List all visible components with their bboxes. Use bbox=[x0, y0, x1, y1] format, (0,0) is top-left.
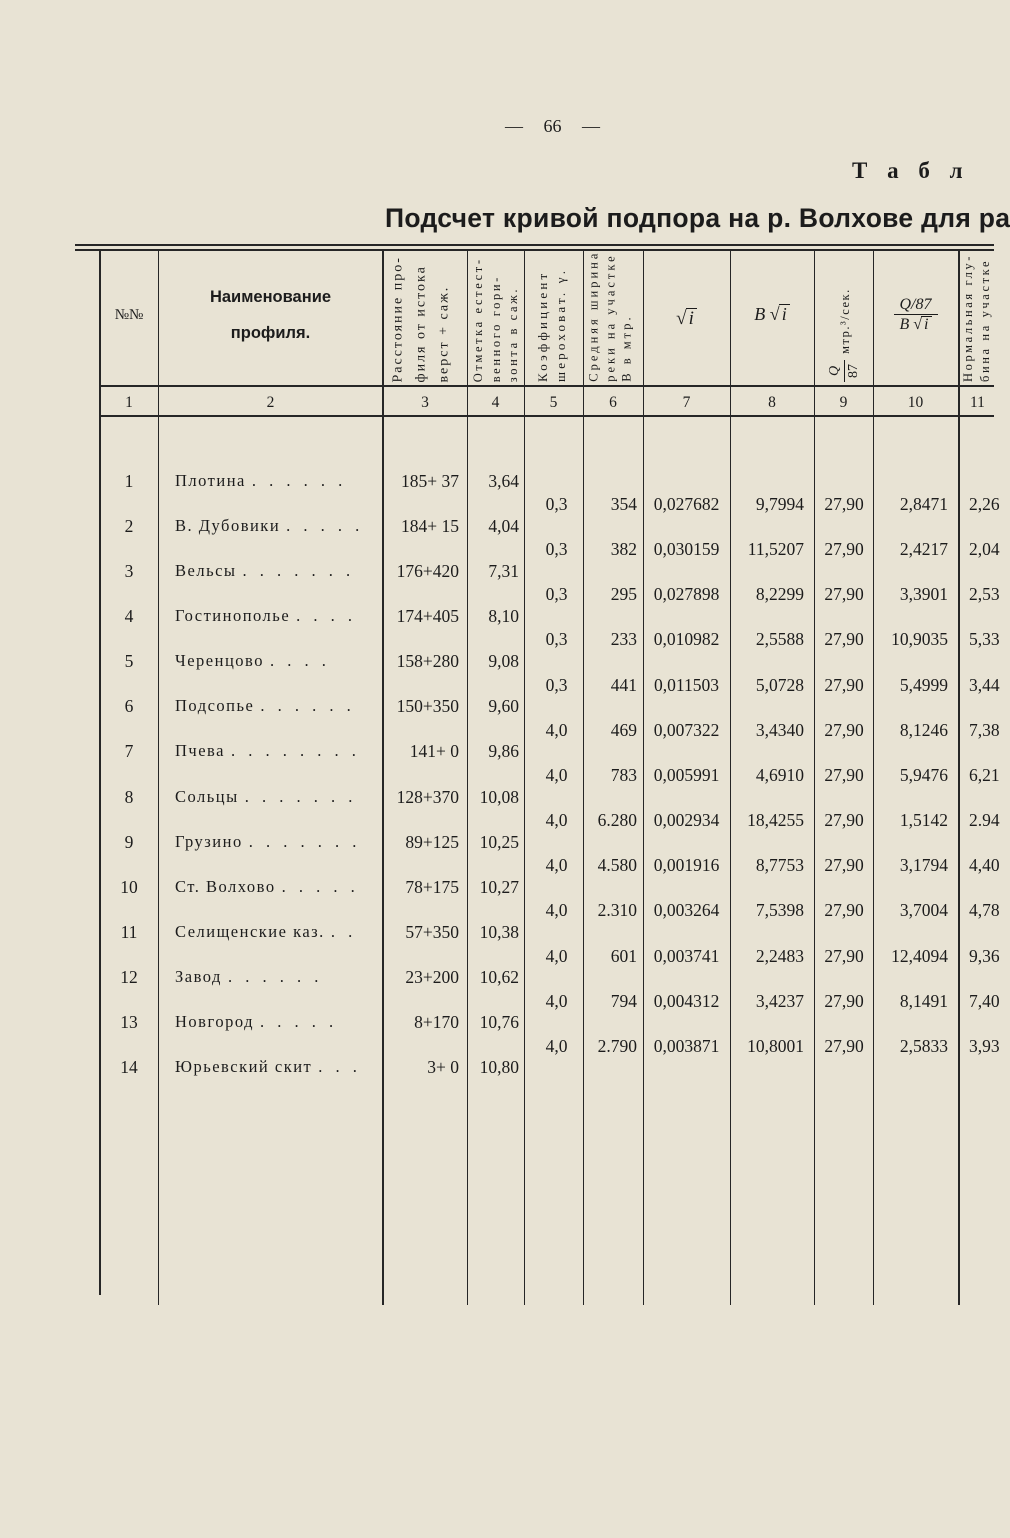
interval-roughness: 0,3 bbox=[545, 584, 568, 605]
station-name-cell bbox=[175, 650, 380, 672]
station-row bbox=[0, 831, 994, 853]
header-name-line1: Наименование bbox=[209, 288, 332, 306]
station-elevation: 10,62 bbox=[479, 966, 519, 987]
interval-row bbox=[0, 538, 1000, 560]
interval-sqrt-i: 0,011503 bbox=[654, 674, 719, 695]
header-distance-line: филя от истока bbox=[413, 264, 429, 382]
header-number: №№ bbox=[114, 307, 144, 323]
dot-leader: . . . . . . bbox=[227, 966, 320, 986]
table-title: Подсчет кривой подпора на р. Волхове для ра bbox=[385, 203, 1010, 233]
station-elevation: 8,10 bbox=[488, 606, 519, 627]
station-name-cell bbox=[175, 921, 380, 943]
interval-ratio: 8,1491 bbox=[899, 990, 948, 1011]
column-number: 11 bbox=[970, 394, 985, 411]
interval-width: 382 bbox=[610, 539, 637, 560]
fraction-denominator bbox=[899, 315, 931, 336]
interval-discharge: 27,90 bbox=[824, 494, 864, 514]
interval-ratio: 2,4217 bbox=[899, 539, 948, 560]
interval-b-sqrt-i: 2,5588 bbox=[755, 629, 804, 650]
interval-width: 2.310 bbox=[597, 900, 637, 921]
interval-discharge: 27,90 bbox=[824, 674, 864, 695]
interval-sqrt-i: 0,002934 bbox=[653, 810, 720, 831]
interval-row bbox=[0, 583, 1000, 605]
interval-sqrt-i: 0,004312 bbox=[653, 990, 720, 1011]
dot-leader: . . bbox=[330, 921, 354, 941]
interval-b-sqrt-i: 3,4340 bbox=[755, 719, 804, 740]
interval-depth: 5,33 bbox=[969, 629, 1000, 650]
station-name-cell bbox=[175, 1056, 380, 1078]
interval-width: 295 bbox=[610, 584, 637, 605]
column-number: 6 bbox=[609, 394, 617, 411]
radical-sign: √ bbox=[676, 308, 687, 329]
station-distance: 23+200 bbox=[405, 966, 459, 987]
interval-depth: 2.94 bbox=[969, 810, 1000, 831]
interval-sqrt-i: 0,005991 bbox=[653, 764, 720, 785]
station-distance: 184+ 15 bbox=[401, 516, 459, 537]
column-number: 3 bbox=[421, 394, 429, 411]
station-elevation: 3,64 bbox=[488, 471, 519, 491]
header-bottom-rule bbox=[100, 385, 994, 387]
column-number: 9 bbox=[839, 394, 848, 411]
header-depth-line: бина на участке bbox=[977, 258, 992, 382]
station-distance: 176+420 bbox=[396, 561, 459, 582]
interval-b-sqrt-i: 11,5207 bbox=[747, 539, 804, 560]
dot-leader: . . . . . . . bbox=[248, 831, 358, 851]
column-number: 1 bbox=[125, 394, 133, 411]
interval-discharge: 27,90 bbox=[824, 719, 864, 740]
station-distance: 57+350 bbox=[405, 921, 459, 942]
station-name-cell bbox=[175, 966, 380, 988]
interval-depth: 2,04 bbox=[969, 539, 1000, 560]
station-number: 1 bbox=[124, 471, 134, 491]
interval-sqrt-i: 0,003264 bbox=[653, 900, 720, 921]
interval-row bbox=[0, 990, 1000, 1012]
station-elevation: 7,31 bbox=[488, 561, 519, 582]
station-distance: 78+175 bbox=[405, 876, 459, 897]
station-name-cell bbox=[175, 831, 380, 853]
column-number: 7 bbox=[682, 394, 691, 411]
interval-depth: 3,44 bbox=[969, 674, 1000, 695]
station-row bbox=[0, 515, 994, 537]
station-name: Гостинополье bbox=[175, 606, 291, 626]
interval-sqrt-i: 0,001916 bbox=[653, 855, 720, 876]
station-row bbox=[0, 1056, 994, 1078]
station-distance: 150+350 bbox=[396, 696, 459, 717]
interval-width: 6.280 bbox=[597, 810, 637, 831]
interval-depth: 3,93 bbox=[969, 1035, 1000, 1056]
interval-b-sqrt-i: 2,2483 bbox=[755, 945, 804, 966]
header-distance-line: верст + саж. bbox=[436, 285, 452, 382]
station-elevation: 10,80 bbox=[479, 1057, 519, 1078]
interval-row bbox=[0, 719, 1000, 741]
station-name: Юрьевский скит bbox=[175, 1057, 313, 1077]
column-number: 2 bbox=[266, 394, 275, 411]
station-number: 10 bbox=[120, 876, 138, 897]
station-name: Подсопье bbox=[175, 696, 255, 716]
station-name: Плотина bbox=[175, 471, 246, 490]
interval-row bbox=[0, 628, 1000, 650]
station-name: Новгород bbox=[175, 1011, 254, 1031]
interval-roughness: 4,0 bbox=[545, 719, 568, 740]
interval-sqrt-i: 0,007322 bbox=[653, 719, 720, 740]
variable-b: B bbox=[754, 304, 766, 324]
radicand: i bbox=[921, 316, 931, 334]
header-b-sqrt-i bbox=[730, 300, 814, 328]
station-number: 7 bbox=[124, 741, 134, 762]
interval-width: 469 bbox=[610, 719, 637, 740]
station-name-cell bbox=[175, 740, 380, 762]
column-number-row bbox=[0, 392, 994, 414]
interval-roughness: 0,3 bbox=[545, 494, 568, 514]
interval-discharge: 27,90 bbox=[824, 855, 864, 876]
header-width bbox=[585, 250, 635, 382]
interval-row bbox=[0, 1035, 1000, 1057]
column-number: 5 bbox=[549, 394, 558, 411]
station-elevation: 10,38 bbox=[479, 921, 519, 942]
interval-b-sqrt-i: 5,0728 bbox=[755, 674, 804, 695]
dot-leader: . . . . bbox=[296, 606, 354, 626]
fraction-numerator: Q/87 bbox=[894, 295, 938, 315]
interval-sqrt-i: 0,003741 bbox=[653, 945, 720, 966]
interval-roughness: 4,0 bbox=[545, 855, 568, 876]
station-row bbox=[0, 966, 994, 988]
station-row bbox=[0, 1011, 994, 1033]
interval-depth: 4,78 bbox=[969, 900, 1000, 921]
interval-depth: 2,26 bbox=[969, 494, 1000, 514]
radicand: i bbox=[686, 308, 697, 329]
interval-ratio: 8,1246 bbox=[899, 719, 948, 740]
station-number: 2 bbox=[124, 516, 134, 537]
page-number: — 66 — bbox=[505, 116, 600, 136]
interval-ratio: 1,5142 bbox=[899, 810, 948, 831]
column-number: 10 bbox=[907, 394, 924, 411]
station-row bbox=[0, 470, 994, 492]
interval-discharge: 27,90 bbox=[824, 764, 864, 785]
fraction-denominator: 87 bbox=[845, 363, 861, 378]
header-roughness-line: шероховат. γ. bbox=[553, 267, 568, 382]
interval-b-sqrt-i: 7,5398 bbox=[755, 900, 804, 921]
interval-roughness: 4,0 bbox=[545, 945, 568, 966]
interval-row bbox=[0, 899, 1000, 921]
station-row bbox=[0, 876, 994, 898]
interval-width: 601 bbox=[610, 945, 637, 966]
interval-roughness: 4,0 bbox=[545, 900, 568, 921]
interval-discharge: 27,90 bbox=[824, 810, 864, 831]
interval-row bbox=[0, 809, 1000, 831]
interval-width: 2.790 bbox=[597, 1035, 637, 1056]
interval-ratio: 3,7004 bbox=[899, 900, 948, 921]
station-row bbox=[0, 740, 994, 762]
dot-leader: . . . . . . . . bbox=[230, 741, 358, 761]
station-name: Пчева bbox=[175, 741, 225, 761]
station-elevation: 10,76 bbox=[479, 1011, 519, 1032]
station-number: 4 bbox=[124, 606, 134, 627]
interval-row bbox=[0, 945, 1000, 967]
header-elevation-line: зонта в саж. bbox=[505, 286, 520, 382]
dot-leader: . . . bbox=[318, 1057, 359, 1077]
station-name-cell bbox=[175, 876, 380, 898]
dot-leader: . . . . . . bbox=[251, 471, 344, 490]
station-row bbox=[0, 695, 994, 717]
interval-roughness: 0,3 bbox=[545, 674, 568, 695]
station-elevation: 4,04 bbox=[488, 516, 519, 537]
station-row bbox=[0, 650, 994, 672]
interval-roughness: 4,0 bbox=[545, 810, 568, 831]
dot-leader: . . . . . . . bbox=[244, 786, 354, 806]
station-number: 12 bbox=[120, 966, 138, 987]
header-ratio bbox=[873, 290, 958, 340]
station-distance: 128+370 bbox=[396, 786, 459, 807]
column-number: 4 bbox=[491, 394, 500, 411]
station-number: 14 bbox=[120, 1057, 138, 1078]
interval-discharge: 27,90 bbox=[824, 1035, 864, 1056]
station-elevation: 10,25 bbox=[479, 831, 519, 852]
station-elevation: 9,86 bbox=[488, 741, 519, 762]
station-row bbox=[0, 560, 994, 582]
interval-row bbox=[0, 493, 1000, 515]
interval-depth: 7,40 bbox=[969, 990, 1000, 1011]
station-number: 13 bbox=[120, 1011, 138, 1032]
interval-width: 354 bbox=[610, 494, 637, 514]
interval-discharge: 27,90 bbox=[824, 990, 864, 1011]
column-number-bottom-rule bbox=[100, 415, 994, 417]
dot-leader: . . . . . bbox=[286, 516, 361, 536]
interval-roughness: 0,3 bbox=[545, 629, 568, 650]
interval-width: 4.580 bbox=[597, 855, 637, 876]
station-row bbox=[0, 605, 994, 627]
interval-ratio: 5,4999 bbox=[899, 674, 948, 695]
header-distance-line: Расстояние про- bbox=[390, 255, 406, 382]
interval-row bbox=[0, 674, 1000, 696]
ratio-fraction bbox=[894, 295, 938, 336]
station-distance: 185+ 37 bbox=[401, 471, 459, 491]
interval-row bbox=[0, 764, 1000, 786]
header-name-line2: профиля. bbox=[230, 324, 311, 342]
station-distance: 158+280 bbox=[396, 651, 459, 672]
station-name: Сольцы bbox=[175, 786, 239, 806]
radical-sign: √ bbox=[913, 315, 923, 333]
interval-row bbox=[0, 854, 1000, 876]
table-label: Т а б л bbox=[852, 158, 970, 183]
interval-b-sqrt-i: 3,4237 bbox=[755, 990, 804, 1011]
station-number: 3 bbox=[124, 561, 134, 582]
interval-sqrt-i: 0,030159 bbox=[653, 539, 720, 560]
interval-roughness: 4,0 bbox=[545, 1035, 568, 1056]
station-row bbox=[0, 786, 994, 808]
interval-width: 794 bbox=[610, 990, 637, 1011]
table-top-rule bbox=[75, 244, 994, 246]
station-name-cell bbox=[175, 470, 380, 492]
header-elevation-line: Отметка естест- bbox=[470, 257, 485, 382]
interval-roughness: 4,0 bbox=[545, 764, 568, 785]
interval-depth: 2,53 bbox=[969, 584, 1000, 605]
discharge-fraction bbox=[827, 360, 863, 382]
interval-roughness: 0,3 bbox=[545, 539, 568, 560]
header-depth bbox=[960, 254, 994, 382]
station-name-cell bbox=[175, 515, 380, 537]
header-sqrt-i bbox=[643, 305, 730, 333]
interval-ratio: 3,3901 bbox=[899, 584, 948, 605]
station-name-cell bbox=[175, 560, 380, 582]
interval-roughness: 4,0 bbox=[545, 990, 568, 1011]
station-elevation: 10,08 bbox=[479, 786, 519, 807]
station-name: Черенцово bbox=[175, 651, 264, 671]
interval-ratio: 3,1794 bbox=[899, 855, 948, 876]
header-elevation bbox=[469, 254, 522, 382]
station-number: 6 bbox=[124, 696, 134, 717]
station-name: Завод bbox=[175, 966, 222, 986]
interval-discharge: 27,90 bbox=[824, 539, 864, 560]
radicand: i bbox=[779, 304, 790, 324]
station-name: Вельсы bbox=[175, 561, 237, 581]
interval-width: 233 bbox=[610, 629, 637, 650]
dot-leader: . . . . . bbox=[259, 1011, 335, 1031]
interval-sqrt-i: 0,003871 bbox=[653, 1035, 720, 1056]
station-number: 9 bbox=[124, 831, 134, 852]
interval-discharge: 27,90 bbox=[824, 945, 864, 966]
station-name: Грузино bbox=[175, 831, 243, 851]
station-name-cell bbox=[175, 605, 380, 627]
header-distance bbox=[387, 254, 456, 382]
interval-ratio: 2,8471 bbox=[899, 494, 948, 514]
station-elevation: 10,27 bbox=[479, 876, 519, 897]
station-name-cell bbox=[175, 786, 380, 808]
station-distance: 8+170 bbox=[414, 1011, 459, 1032]
fraction-numerator: Q bbox=[827, 360, 845, 382]
station-number: 5 bbox=[124, 651, 134, 672]
interval-depth: 9,36 bbox=[969, 945, 1000, 966]
interval-ratio: 2,5833 bbox=[899, 1035, 948, 1056]
header-width-line: реки на участке bbox=[602, 253, 617, 382]
interval-b-sqrt-i: 8,7753 bbox=[755, 855, 804, 876]
dot-leader: . . . . . . . bbox=[242, 561, 352, 581]
station-name: Селищенские каз. bbox=[175, 921, 325, 941]
interval-depth: 6,21 bbox=[969, 764, 1000, 785]
interval-sqrt-i: 0,027898 bbox=[653, 584, 720, 605]
station-elevation: 9,08 bbox=[488, 651, 519, 672]
interval-width: 783 bbox=[610, 764, 637, 785]
interval-discharge: 27,90 bbox=[824, 629, 864, 650]
interval-ratio: 5,9476 bbox=[899, 764, 948, 785]
header-elevation-line: венного гори- bbox=[487, 274, 502, 382]
station-name: Ст. Волхово bbox=[175, 876, 276, 896]
station-name: В. Дубовики bbox=[175, 516, 281, 536]
interval-discharge: 27,90 bbox=[824, 900, 864, 921]
header-discharge bbox=[825, 254, 865, 382]
header-roughness bbox=[534, 254, 570, 382]
header-width-line: Средняя ширина bbox=[585, 250, 600, 382]
interval-b-sqrt-i: 8,2299 bbox=[755, 584, 804, 605]
header-roughness-line: Коэффициент bbox=[535, 270, 550, 382]
station-distance: 3+ 0 bbox=[427, 1057, 459, 1078]
station-row bbox=[0, 921, 994, 943]
table-top-rule bbox=[75, 249, 994, 251]
interval-b-sqrt-i: 4,6910 bbox=[755, 764, 804, 785]
station-distance: 174+405 bbox=[396, 606, 459, 627]
station-number: 8 bbox=[124, 786, 134, 807]
station-name-cell bbox=[175, 1011, 380, 1033]
station-name-cell bbox=[175, 695, 380, 717]
interval-b-sqrt-i: 10,8001 bbox=[747, 1035, 804, 1056]
station-distance: 89+125 bbox=[405, 831, 459, 852]
interval-sqrt-i: 0,010982 bbox=[653, 629, 720, 650]
dot-leader: . . . . . bbox=[281, 876, 357, 896]
header-depth-line: Нормальная глу- bbox=[960, 253, 975, 382]
interval-b-sqrt-i: 18,4255 bbox=[747, 810, 804, 831]
dot-leader: . . . . bbox=[269, 651, 328, 671]
dot-leader: . . . . . . bbox=[260, 696, 353, 716]
interval-width: 441 bbox=[610, 674, 637, 695]
interval-b-sqrt-i: 9,7994 bbox=[755, 494, 804, 514]
station-distance: 141+ 0 bbox=[409, 741, 459, 762]
interval-ratio: 10,9035 bbox=[891, 629, 948, 650]
station-number: 11 bbox=[120, 921, 138, 942]
interval-sqrt-i: 0,027682 bbox=[653, 494, 720, 514]
station-elevation: 9,60 bbox=[488, 696, 519, 717]
variable-b: B bbox=[899, 315, 910, 333]
interval-depth: 4,40 bbox=[969, 855, 1000, 876]
column-number: 8 bbox=[768, 394, 776, 411]
interval-ratio: 12,4094 bbox=[891, 945, 948, 966]
discharge-unit: мтр.³/сек. bbox=[837, 288, 852, 354]
header-width-line: B в мтр. bbox=[618, 314, 633, 382]
radical-sign: √ bbox=[769, 304, 780, 324]
interval-discharge: 27,90 bbox=[824, 584, 864, 605]
interval-depth: 7,38 bbox=[969, 719, 1000, 740]
